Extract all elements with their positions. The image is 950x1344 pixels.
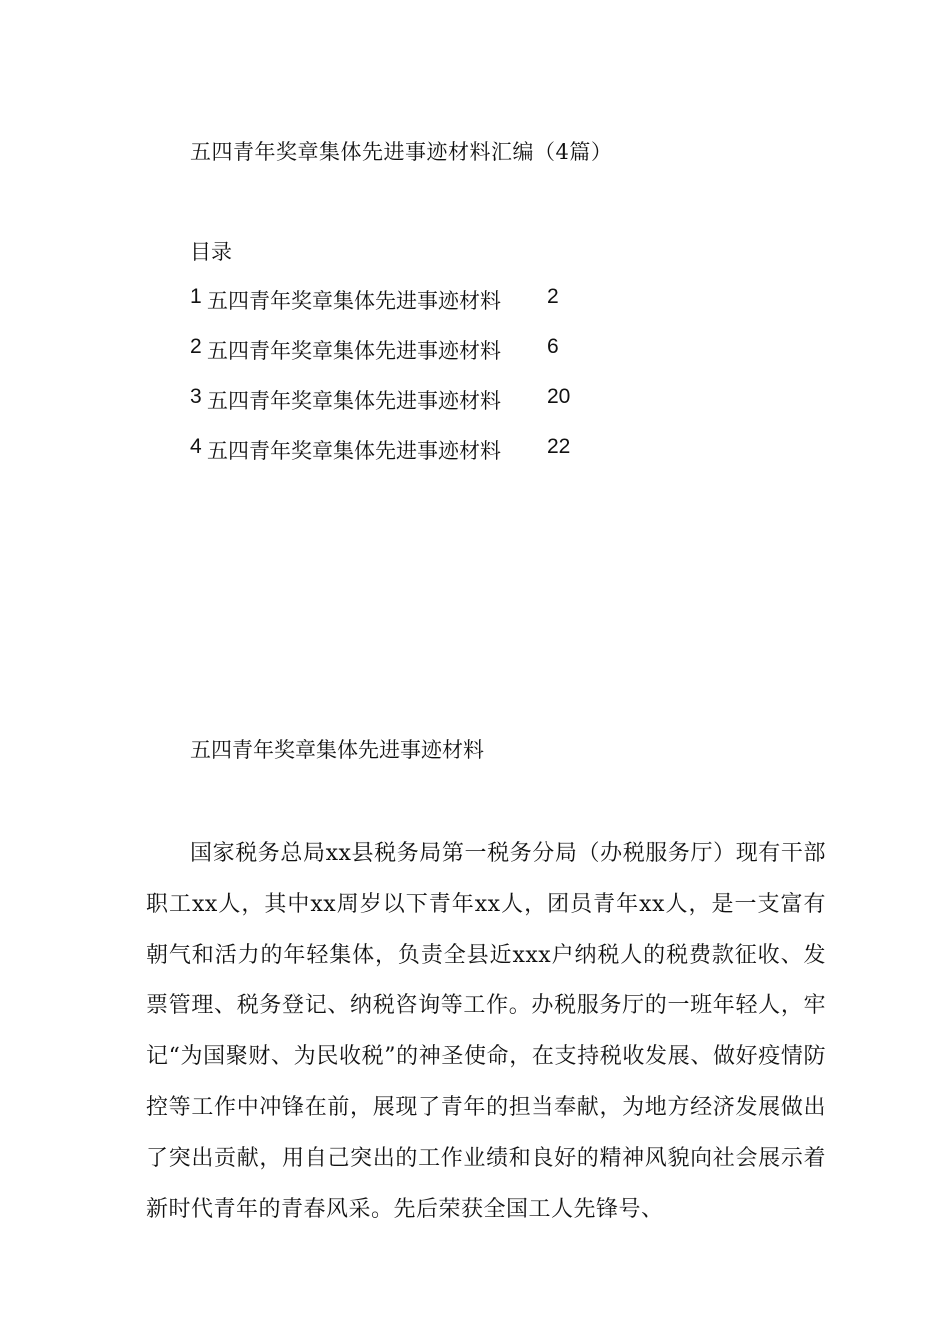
document-title: 五四青年奖章集体先进事迹材料汇编（4篇） (190, 140, 613, 164)
table-of-contents (190, 285, 610, 485)
toc-item-number: 1 (190, 285, 202, 308)
toc-item (190, 435, 610, 485)
toc-item-page: 22 (547, 435, 571, 458)
toc-item-title: 五四青年奖章集体先进事迹材料 (207, 439, 501, 463)
toc-item-number: 3 (190, 385, 202, 408)
toc-item-number: 4 (190, 435, 202, 458)
toc-item (190, 385, 610, 435)
toc-item-title: 五四青年奖章集体先进事迹材料 (207, 289, 501, 313)
toc-heading: 目录 (190, 240, 232, 264)
section-title: 五四青年奖章集体先进事迹材料 (190, 738, 484, 762)
toc-item (190, 335, 610, 385)
toc-item-title: 五四青年奖章集体先进事迹材料 (207, 389, 501, 413)
toc-item-page: 6 (547, 335, 559, 358)
toc-item-number: 2 (190, 335, 202, 358)
toc-item-page: 20 (547, 385, 571, 408)
toc-item-page: 2 (547, 285, 559, 308)
toc-item-title: 五四青年奖章集体先进事迹材料 (207, 339, 501, 363)
body-paragraph: 国家税务总局xx县税务局第一税务分局（办税服务厅）现有干部职工xx人，其中xx周岁以下青年xx人，团员青年xx人，是一支富有朝气和活力的年轻集体，负责全县近xxx户纳税人的税费款征收、发票管理、税务登记、纳税咨询等工作。办税服务厅的一班年轻人，牢记“为国聚财、为民收税”的神圣使命，在支持税收发展、做好疫情防控等工作中冲锋在前，展现了青年的担当奉献，为地方经济发展做出了突出贡献，用自己突出的工作业绩和良好的精神风貌向社会展示着新时代青年的青春风采。先后荣获全国工人先锋号、 (146, 841, 826, 1222)
toc-item (190, 285, 610, 335)
